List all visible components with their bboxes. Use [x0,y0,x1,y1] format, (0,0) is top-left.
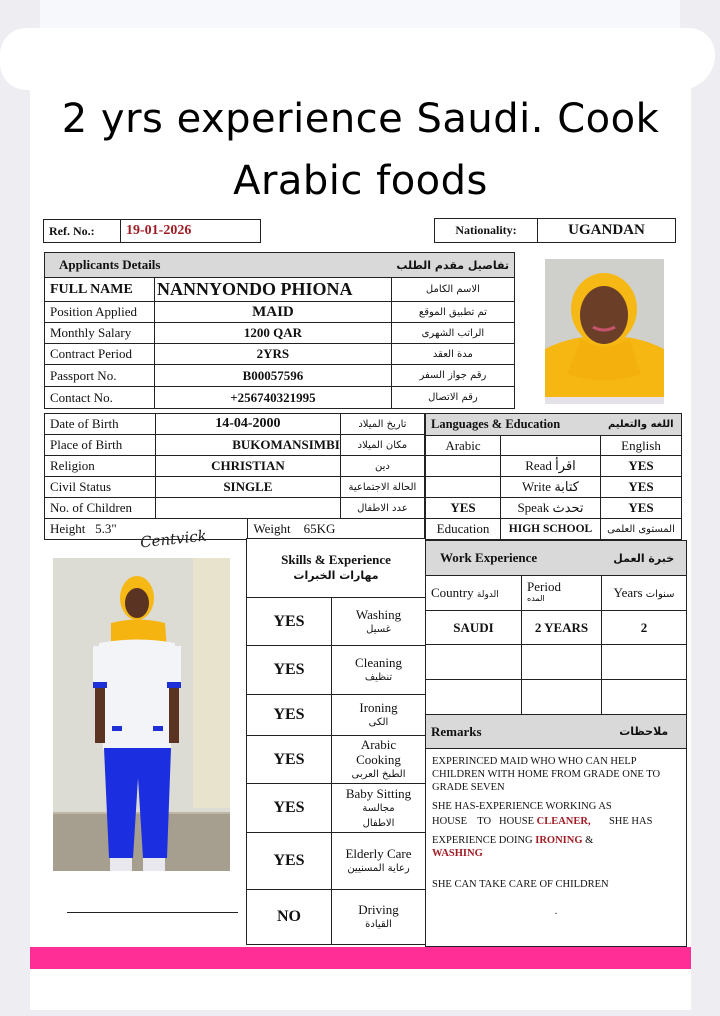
col-period-en: Period [527,579,561,594]
title-line-2: Arabic foods [233,158,488,204]
full-name-value: NANNYONDO PHIONA [155,278,392,302]
skill-en: Baby Sitting [345,785,412,801]
children-value [156,498,341,519]
remarks-paragraph: SHE HAS-EXPERIENCE WORKING AS [432,801,612,812]
pob-label: Place of Birth [45,435,156,456]
weight-value: 65KG [303,521,336,536]
remarks-text: & [582,835,594,846]
remarks-paragraph [432,834,680,860]
passport-value: B00057596 [155,365,392,387]
col-years-ar: سنوات [645,589,675,600]
contact-ar: رقم الاتصال [391,387,514,409]
height-label: Height [50,521,86,536]
skill-cleaning-value: YES [247,646,332,695]
remarks-body [426,749,687,947]
skills-table [246,538,426,945]
ref-label: Ref. No.: [44,220,121,243]
col-period-ar: المده [527,594,545,603]
col-period [522,576,602,611]
skill-en: Driving [358,902,399,917]
applicant-header-ar: تفاصيل مقدم الطلب [391,253,514,278]
full-name-label: FULL NAME [45,278,155,302]
education-ar: المستوى العلمى [601,519,682,540]
nationality-value: UGANDAN [538,219,676,243]
passport-label: Passport No. [45,365,155,387]
personal-details-table [44,413,425,540]
skill-ar: الطبخ العربى [351,769,406,780]
skill-ar: تنظيف [364,672,393,683]
skill-washing-label [332,598,426,646]
table-row [45,278,515,302]
write-english: YES [601,477,682,498]
remarks-text: SHE HAS [590,816,653,827]
skills-header [247,539,426,598]
table-row [45,414,425,435]
table-row [45,456,425,477]
work-period: 2 YEARS [522,611,602,645]
page-title [30,88,691,212]
remarks-paragraph [432,815,680,828]
table-row [426,477,682,498]
skill-cooking-label [332,736,426,784]
table-row [45,435,425,456]
table-row [426,680,687,715]
read-arabic [426,456,501,477]
skill-row [247,646,426,695]
religion-ar: دين [340,456,424,477]
position-ar: تم تطبيق الموقع [391,302,514,323]
full-body-image-icon [53,558,230,871]
skill-ar: رعاية المسنيين [347,863,410,874]
table-row [45,365,515,387]
civil-status-ar: الحالة الاجتماعية [340,477,424,498]
skill-washing-value: YES [247,598,332,646]
speak-label: Speak تحدث [501,498,601,519]
ref-value: 19-01-2026 [121,220,261,243]
remarks-highlight: WASHING [432,848,483,859]
languages-header-en: Languages & Education [426,414,601,436]
work-years [602,645,687,680]
remarks-paragraph: EXPERINCED MAID WHO WHO CAN HELP CHILDREN WITH HOME FROM GRADE ONE TO GRADE SEVEN [432,756,661,793]
table-row [45,344,515,365]
portrait-image-icon [545,259,664,404]
religion-label: Religion [45,456,156,477]
skill-row [247,890,426,945]
religion-value: CHRISTIAN [156,456,341,477]
remarks-paragraph: SHE CAN TAKE CARE OF CHILDREN [432,879,609,890]
work-country [426,680,522,715]
remarks-text: EXPERIENCE DOING [432,835,536,846]
dob-label: Date of Birth [45,414,156,435]
work-country: SAUDI [426,611,522,645]
skill-row [247,598,426,646]
table-row [426,498,682,519]
col-years-en: Years [613,585,643,600]
contract-value: 2YRS [155,344,392,365]
weight-cell [248,519,425,540]
table-row [45,519,425,540]
skill-ar: القيادة [365,919,392,930]
education-value: HIGH SCHOOL [501,519,601,540]
salary-ar: الراتب الشهرى [391,323,514,344]
skill-en: Washing [355,606,402,622]
table-row [426,456,682,477]
skill-driving-value: NO [247,890,332,945]
dob-ar: تاريخ الميلاد [340,414,424,435]
remarks-header-ar: ملاحظات [602,715,687,749]
skill-ironing-value: YES [247,695,332,736]
passport-ar: رقم جواز السفر [391,365,514,387]
pob-value: BUKOMANSIMBI [156,435,341,456]
footer-pink-bar [30,947,691,969]
col-arabic: Arabic [426,436,501,456]
work-country [426,645,522,680]
title-line-1: 2 yrs experience Saudi. Cook [61,96,660,142]
col-english: English [601,436,682,456]
pob-ar: مكان الميلاد [340,435,424,456]
skills-header-ar: مهارات الخبرات [293,569,379,582]
nationality-box [434,218,676,243]
table-row [426,519,682,540]
skill-row [247,695,426,736]
table-row [45,387,515,409]
remarks-highlight: CLEANER, [536,816,591,827]
table-row [426,645,687,680]
children-label: No. of Children [45,498,156,519]
work-years [602,680,687,715]
write-label: Write كتابة [501,477,601,498]
skills-header-en: Skills & Experience [281,552,391,567]
skill-en: Arabic Cooking [356,737,401,767]
skill-ironing-label [332,695,426,736]
photo-caption: Centvick [139,526,208,552]
nationality-label: Nationality: [435,219,538,243]
skill-row [247,833,426,890]
full-name-ar: الاسم الكامل [391,278,514,302]
skill-ar: الكى [368,717,389,728]
skill-ar: غسيل [366,623,391,635]
skill-ar: مجالسة الاطفال [362,802,395,829]
applicant-details-table [44,252,515,409]
col-country-ar: الدولة [476,590,499,600]
table-row [45,323,515,344]
languages-header-ar: اللغه والتعليم [601,414,682,436]
read-english: YES [601,456,682,477]
civil-status-value: SINGLE [156,477,341,498]
table-row [45,477,425,498]
salary-label: Monthly Salary [45,323,155,344]
contract-label: Contract Period [45,344,155,365]
work-header-ar: خبرة العمل [602,541,687,576]
contact-value: +256740321995 [155,387,392,409]
table-row [45,302,515,323]
skill-cleaning-label [332,646,426,695]
skill-cooking-value: YES [247,736,332,784]
dob-value: 14-04-2000 [156,414,341,435]
signature-line [67,912,238,913]
remarks-text: HOUSE TO HOUSE [432,816,537,827]
portrait-photo [545,259,664,404]
remarks-dot: . [554,906,558,917]
height-value: 5.3" [95,521,117,536]
full-body-photo [53,558,230,871]
work-period [522,645,602,680]
skill-driving-label [332,890,426,945]
applicant-header-en: Applicants Details [45,253,392,278]
children-ar: عدد الاطفال [340,498,424,519]
skill-babysitting-label [332,784,426,833]
skill-elderly-value: YES [247,833,332,890]
work-header-en: Work Experience [426,541,602,576]
remarks-header-en: Remarks [426,715,602,749]
position-label: Position Applied [45,302,155,323]
contact-label: Contact No. [45,387,155,409]
speak-arabic: YES [426,498,501,519]
table-row [426,611,687,645]
col-country [426,576,522,611]
col-years [602,576,687,611]
skill-elderly-label [332,833,426,890]
work-years: 2 [602,611,687,645]
remarks-highlight: IRONING [535,835,583,846]
skill-en: Elderly Care [345,846,412,861]
write-arabic [426,477,501,498]
weight-label: Weight [253,521,291,536]
read-label: Read اقرأ [501,456,601,477]
table-row [45,498,425,519]
skill-en: Ironing [359,700,398,715]
ref-number-box [43,219,261,243]
languages-table [425,413,682,540]
speak-english: YES [601,498,682,519]
skill-en: Cleaning [355,655,402,670]
work-experience-table [425,540,687,947]
civil-status-label: Civil Status [45,477,156,498]
work-period [522,680,602,715]
col-country-en: Country [431,585,474,600]
skill-babysitting-value: YES [247,784,332,833]
skill-row [247,736,426,784]
skill-row [247,784,426,833]
contract-ar: مدة العقد [391,344,514,365]
salary-value: 1200 QAR [155,323,392,344]
position-value: MAID [155,302,392,323]
education-label: Education [426,519,501,540]
